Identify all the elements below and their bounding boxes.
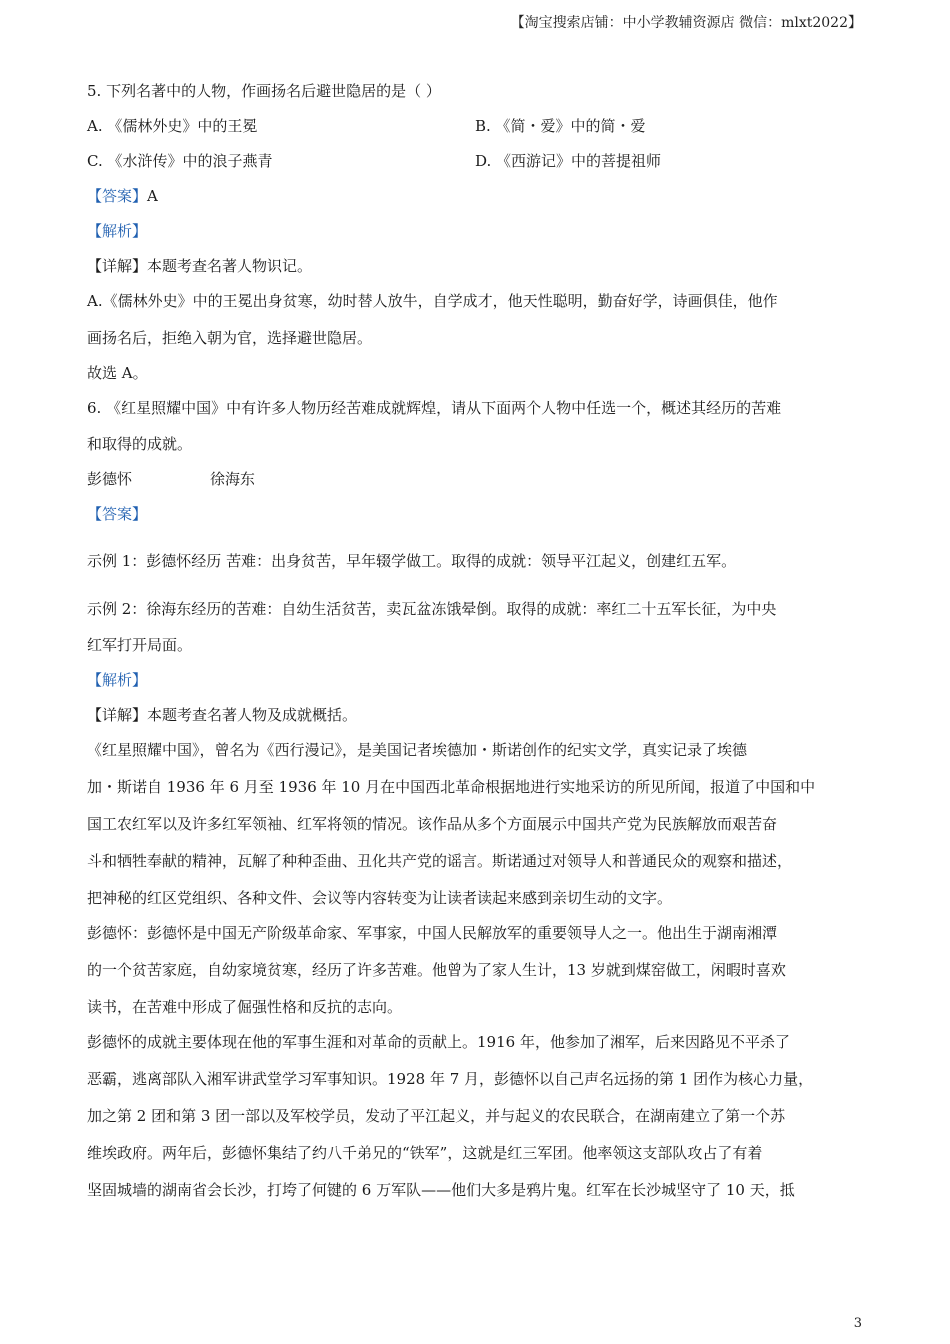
answer-value: A (147, 187, 158, 205)
q6-example-1: 示例 1：彭德怀经历 苦难：出身贫苦，早年辍学做工。取得的成就：领导平江起义，创建红五军。 (87, 552, 737, 570)
page-header: 【淘宝搜索店铺：中小学教辅资源店 微信：mlxt2022】 (510, 15, 862, 31)
p1-line: 把神秘的红区党组织、各种文件、会议等内容转变为让读者读起来感到亲切生动的文字。 (87, 889, 673, 907)
q5-option-c: C. 《水浒传》中的浪子燕青 (87, 152, 273, 170)
p1-line: 加・斯诺自 1936 年 6 月至 1936 年 10 月在中国西北革命根据地进行实地采访的所见所闻，报道了中国和中 (87, 778, 816, 796)
q5-body-line-1: A.《儒林外史》中的王冕出身贫寒，幼时替人放牛，自学成才，他天性聪明，勤奋好学，诗画俱佳，他作 (87, 292, 778, 310)
person-1: 彭德怀 (87, 470, 133, 488)
q5-option-b: B. 《简・爱》中的简・爱 (475, 117, 646, 135)
q5-option-a: A. 《儒林外史》中的王冕 (87, 117, 258, 135)
q6-answer-tag: 【答案】 (87, 505, 148, 523)
p1-line: 《红星照耀中国》，曾名为《西行漫记》，是美国记者埃德加・斯诺创作的纪实文学，真实记录了埃德 (87, 741, 748, 759)
q6-persons (87, 469, 255, 489)
q6-analysis-tag: 【解析】 (87, 671, 148, 689)
person-2: 徐海东 (210, 470, 256, 488)
q6-stem-line-1: 6. 《红星照耀中国》中有许多人物历经苦难成就辉煌，请从下面两个人物中任选一个，概述其经历的苦难 (87, 399, 782, 417)
q5-analysis-tag: 【解析】 (87, 222, 148, 240)
q6-stem-line-2: 和取得的成就。 (87, 435, 193, 453)
q6-example-2-line-2: 红军打开局面。 (87, 636, 193, 654)
p2-line: 的一个贫苦家庭，自幼家境贫寒，经历了许多苦难。他曾为了家人生计，13 岁就到煤窑做工，闲暇时喜欢 (87, 961, 786, 979)
q5-body-line-2: 画扬名后，拒绝入朝为官，选择避世隐居。 (87, 329, 373, 347)
p3-line: 维埃政府。两年后，彭德怀集结了约八千弟兄的“铁军”，这就是红三军团。他率领这支部队攻占了有着 (87, 1144, 763, 1162)
p3-line: 坚固城墙的湖南省会长沙，打垮了何键的 6 万军队——他们大多是鸦片鬼。红军在长沙城坚守了 10 天，抵 (87, 1181, 795, 1199)
page-number: 3 (853, 1316, 862, 1331)
answer-tag: 【答案】 (87, 187, 148, 205)
q6-example-2-line-1: 示例 2：徐海东经历的苦难：自幼生活贫苦，卖瓦盆冻饿晕倒。取得的成就：率红二十五军长征，为中央 (87, 600, 777, 618)
p3-line: 加之第 2 团和第 3 团一部以及军校学员，发动了平江起义，并与起义的农民联合，在湖南建立了第一个苏 (87, 1107, 786, 1125)
q5-answer (87, 186, 158, 206)
p2-line: 彭德怀：彭德怀是中国无产阶级革命家、军事家，中国人民解放军的重要领导人之一。他出生于湖南湘潭 (87, 924, 778, 942)
q5-option-d: D. 《西游记》中的菩提祖师 (475, 152, 662, 170)
p1-line: 国工农红军以及许多红军领袖、红军将领的情况。该作品从多个方面展示中国共产党为民族解放而艰苦奋 (87, 815, 778, 833)
q5-detail: 【详解】本题考查名著人物识记。 (87, 257, 313, 275)
p1-line: 斗和牺牲奉献的精神，瓦解了种种歪曲、丑化共产党的谣言。斯诺通过对领导人和普通民众的观察和描述， (87, 852, 793, 870)
q5-conclusion: 故选 A。 (87, 364, 148, 382)
q6-detail: 【详解】本题考查名著人物及成就概括。 (87, 706, 358, 724)
p2-line: 读书，在苦难中形成了倔强性格和反抗的志向。 (87, 998, 403, 1016)
p3-line: 恶霸，逃离部队入湘军讲武堂学习军事知识。1928 年 7 月，彭德怀以自己声名远扬的第 1 团作为核心力量， (87, 1070, 814, 1088)
p3-line: 彭德怀的成就主要体现在他的军事生涯和对革命的贡献上。1916 年，他参加了湘军，后来因路见不平杀了 (87, 1033, 790, 1051)
q5-stem: 5. 下列名著中的人物，作画扬名后避世隐居的是（ ） (87, 82, 441, 100)
